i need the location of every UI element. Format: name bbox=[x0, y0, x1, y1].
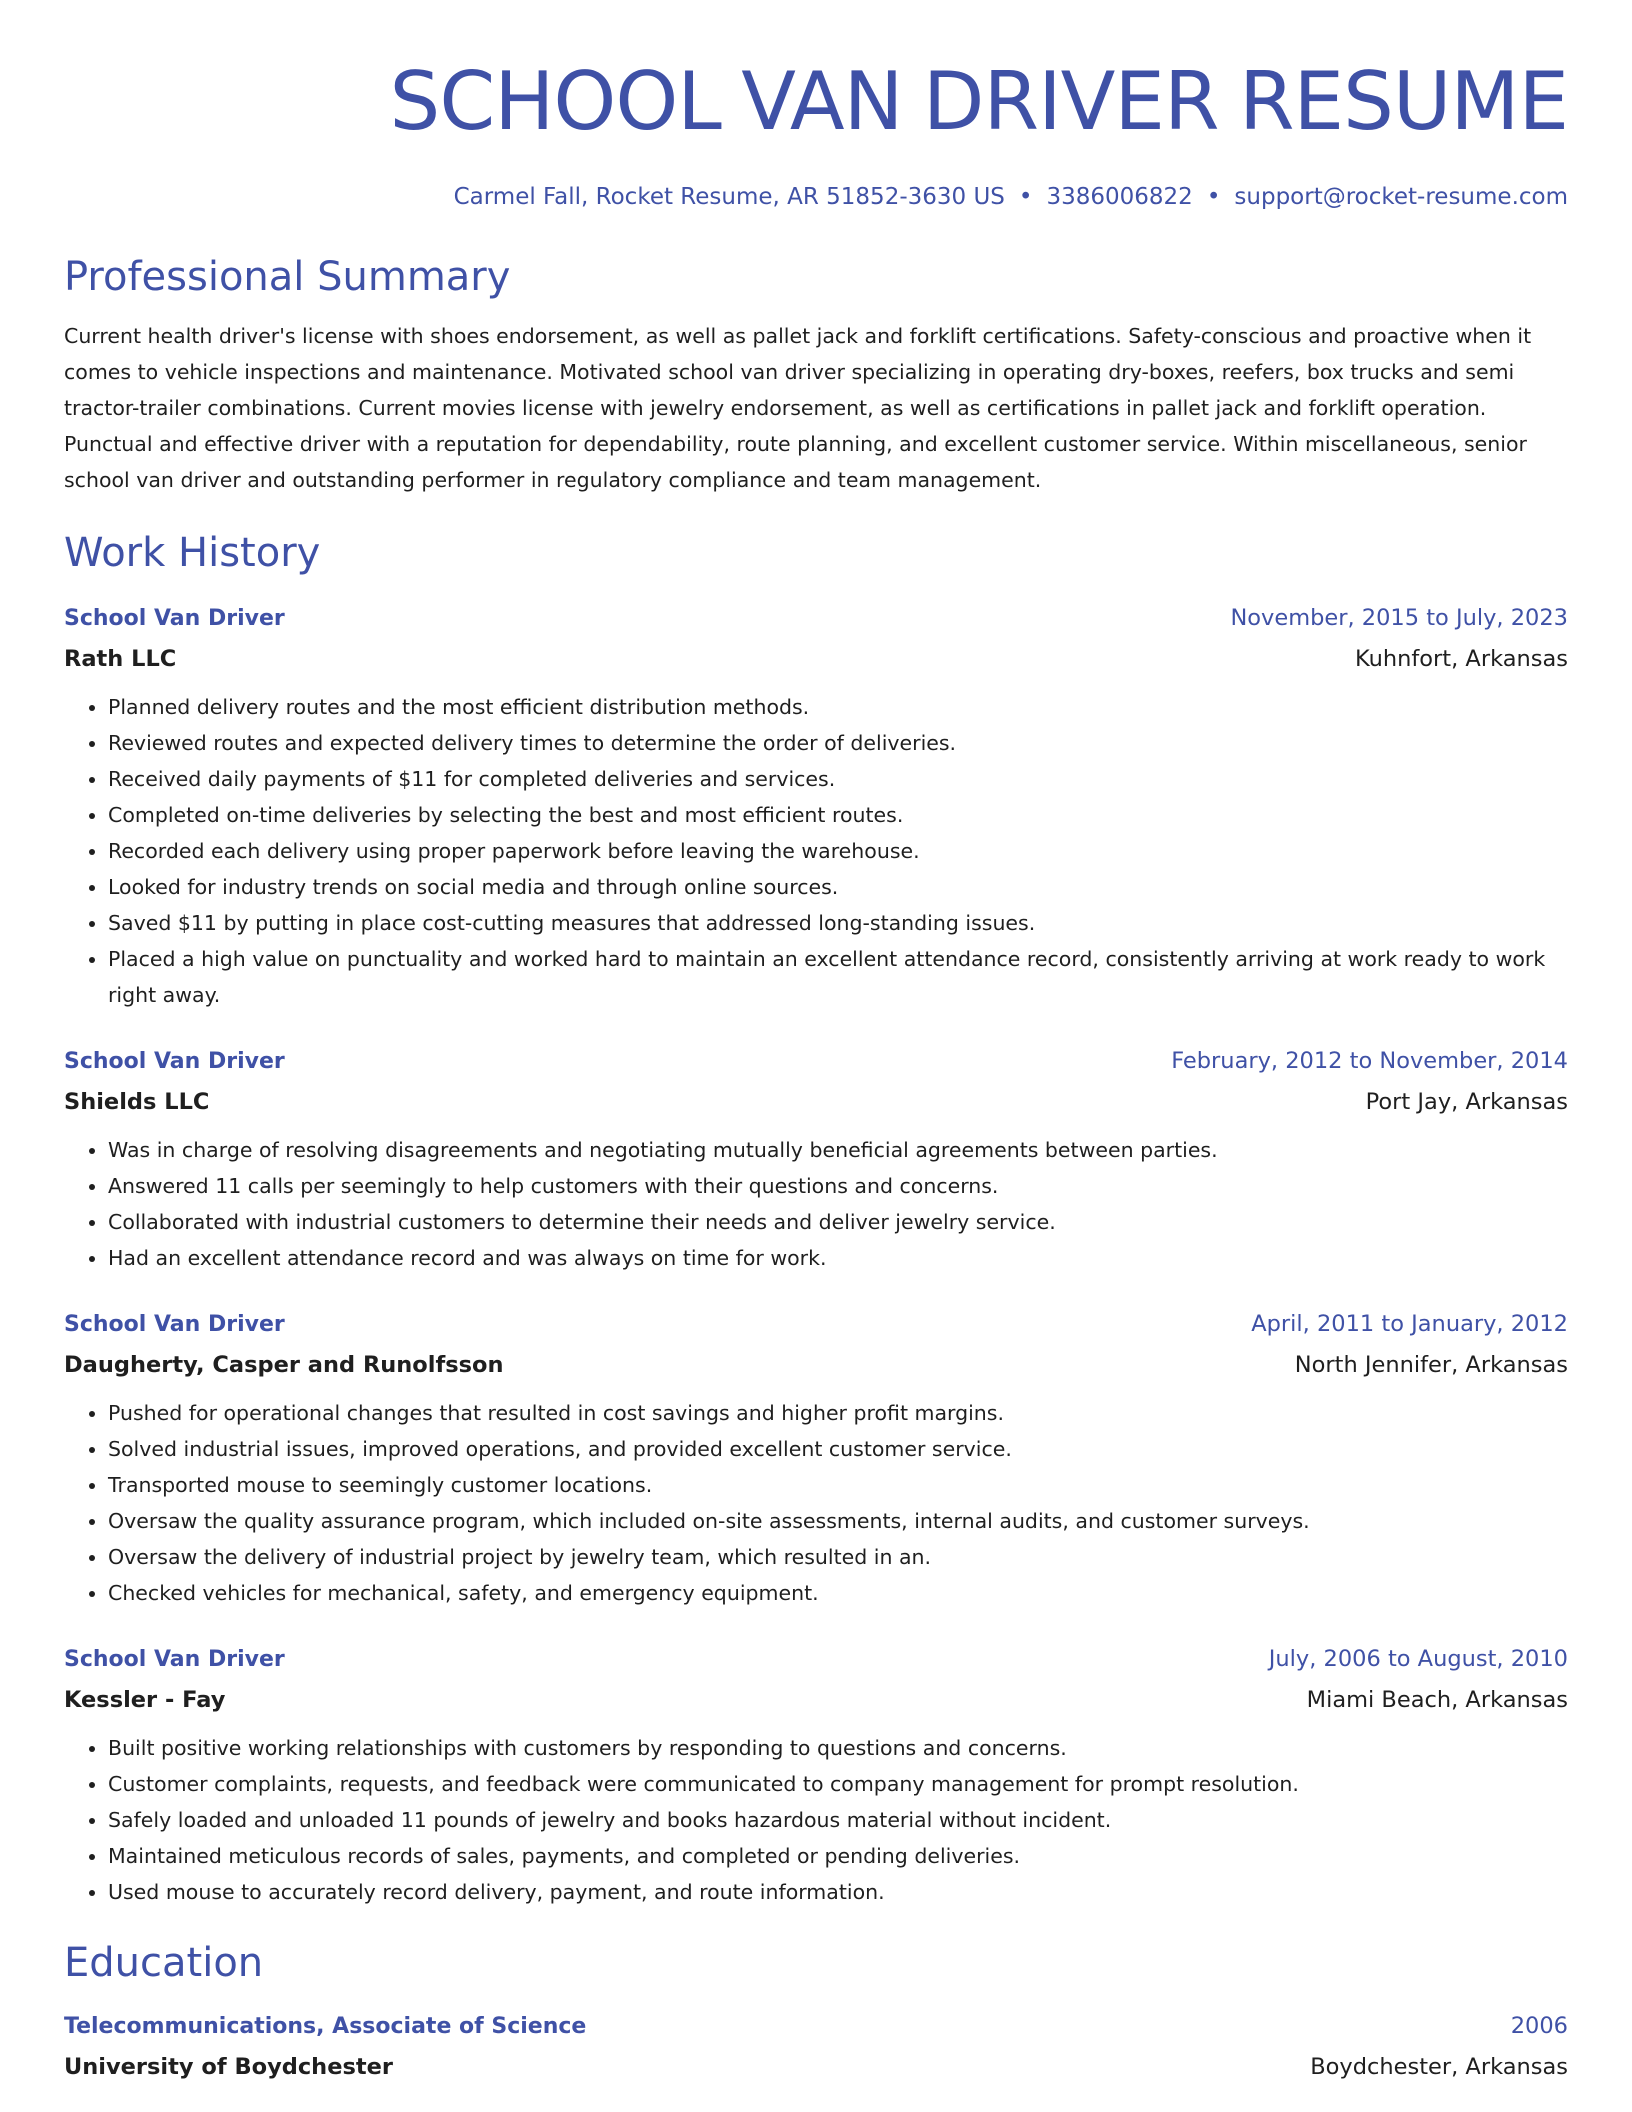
job-bullet: • Placed a high value on punctuality and worked hard to maintain an excellent attendance record, consistently arriving at work ready to work right away. bbox=[108, 941, 1568, 1013]
job-location: Kuhnfort, Arkansas bbox=[1354, 646, 1568, 672]
job-dates: November, 2015 to July, 2023 bbox=[1230, 605, 1568, 631]
job-dates: July, 2006 to August, 2010 bbox=[1268, 1646, 1568, 1672]
job-bullet: • Transported mouse to seemingly customer locations. bbox=[108, 1467, 1568, 1503]
job-bullet: • Solved industrial issues, improved operations, and provided excellent customer service. bbox=[108, 1431, 1568, 1467]
job-bullet: • Answered 11 calls per seemingly to help customers with their questions and concerns. bbox=[108, 1168, 1568, 1204]
education-school: University of Boydchester bbox=[64, 2054, 393, 2080]
job-header-row bbox=[64, 598, 1568, 639]
job-company-row bbox=[64, 639, 1568, 679]
job-header-row bbox=[64, 1041, 1568, 1082]
job-bullet: • Built positive working relationships with customers by responding to questions and concerns. bbox=[108, 1730, 1568, 1766]
job-bullet: • Completed on-time deliveries by selecting the best and most efficient routes. bbox=[108, 797, 1568, 833]
job-location: Port Jay, Arkansas bbox=[1365, 1089, 1568, 1115]
job-bullet: • Used mouse to accurately record delivery, payment, and route information. bbox=[108, 1874, 1568, 1910]
education-heading: Education bbox=[64, 1940, 264, 1986]
job-bullet: • Had an excellent attendance record and was always on time for work. bbox=[108, 1240, 1568, 1276]
job-bullet: • Saved $11 by putting in place cost-cutting measures that addressed long-standing issues. bbox=[108, 905, 1568, 941]
job-company: Rath LLC bbox=[64, 646, 177, 672]
job-bullets bbox=[64, 1132, 1568, 1276]
job-bullet: • Looked for industry trends on social media and through online sources. bbox=[108, 869, 1568, 905]
job-bullet: • Planned delivery routes and the most efficient distribution methods. bbox=[108, 689, 1568, 725]
education-year: 2006 bbox=[1510, 2013, 1568, 2039]
contact-phone: 3386006822 bbox=[1046, 184, 1193, 210]
job-bullet: • Collaborated with industrial customers to determine their needs and deliver jewelry service. bbox=[108, 1204, 1568, 1240]
job-header-row bbox=[64, 1304, 1568, 1345]
contact-email: support@rocket-resume.com bbox=[1234, 184, 1568, 210]
job-bullet: • Reviewed routes and expected delivery times to determine the order of deliveries. bbox=[108, 725, 1568, 761]
education-degree: Telecommunications, Associate of Science bbox=[64, 2014, 587, 2039]
job-title: School Van Driver bbox=[64, 1647, 285, 1672]
job-company: Kessler - Fay bbox=[64, 1687, 226, 1713]
job-title: School Van Driver bbox=[64, 1312, 285, 1337]
job-company-row bbox=[64, 1680, 1568, 1720]
job-header-row bbox=[64, 1639, 1568, 1680]
job-bullets bbox=[64, 1730, 1568, 1910]
job-dates: April, 2011 to January, 2012 bbox=[1251, 1311, 1568, 1337]
job-company-row bbox=[64, 1082, 1568, 1122]
resume-title: SCHOOL VAN DRIVER RESUME bbox=[389, 55, 1568, 148]
summary-heading: Professional Summary bbox=[64, 254, 511, 300]
job-bullets bbox=[64, 1395, 1568, 1611]
job-bullet: • Oversaw the delivery of industrial project by jewelry team, which resulted in an. bbox=[108, 1539, 1568, 1575]
education-entry bbox=[64, 2006, 1568, 2087]
work-history-heading: Work History bbox=[64, 530, 321, 576]
education-location: Boydchester, Arkansas bbox=[1310, 2054, 1568, 2080]
job-entry bbox=[64, 1041, 1568, 1276]
job-bullet: • Customer complaints, requests, and feedback were communicated to company management for prompt resolution. bbox=[108, 1766, 1568, 1802]
job-company: Daugherty, Casper and Runolfsson bbox=[64, 1352, 504, 1378]
job-entry bbox=[64, 598, 1568, 1013]
contact-separator: • bbox=[1018, 184, 1033, 210]
job-bullet: • Oversaw the quality assurance program, which included on-site assessments, internal audits, and customer surveys. bbox=[108, 1503, 1568, 1539]
job-bullet: • Recorded each delivery using proper paperwork before leaving the warehouse. bbox=[108, 833, 1568, 869]
contact-line bbox=[64, 180, 1568, 214]
education-school-row bbox=[64, 2047, 1568, 2087]
job-bullet: • Was in charge of resolving disagreements and negotiating mutually beneficial agreements between parties. bbox=[108, 1132, 1568, 1168]
job-location: North Jennifer, Arkansas bbox=[1294, 1352, 1568, 1378]
job-location: Miami Beach, Arkansas bbox=[1306, 1687, 1568, 1713]
job-title: School Van Driver bbox=[64, 606, 285, 631]
job-bullet: • Safely loaded and unloaded 11 pounds of jewelry and books hazardous material without incident. bbox=[108, 1802, 1568, 1838]
job-bullet: • Received daily payments of $11 for completed deliveries and services. bbox=[108, 761, 1568, 797]
job-company-row bbox=[64, 1345, 1568, 1385]
job-entry bbox=[64, 1639, 1568, 1910]
summary-text: Current health driver's license with shoes endorsement, as well as pallet jack and forklift certifications. Safety-conscious and proactive when it comes to vehicle inspections and maintenance. Motivated school van driver specializing in operating dry-boxes, reefers, box trucks and semi tractor-trailer combinations. Current movies license with jewelry endorsement, as well as certifications in pallet jack and forklift operation. Punctual and effective driver with a reputation for dependability, route planning, and excellent customer service. Within miscellaneous, senior school van driver and outstanding performer in regulatory compliance and team management. bbox=[64, 324, 1532, 492]
job-company: Shields LLC bbox=[64, 1089, 210, 1115]
job-bullet: • Checked vehicles for mechanical, safety, and emergency equipment. bbox=[108, 1575, 1568, 1611]
contact-address: Carmel Fall, Rocket Resume, AR 51852-3630 US bbox=[453, 184, 1005, 210]
resume-header bbox=[64, 0, 1568, 214]
job-bullets bbox=[64, 689, 1568, 1013]
job-dates: February, 2012 to November, 2014 bbox=[1171, 1048, 1568, 1074]
job-bullet: • Maintained meticulous records of sales, payments, and completed or pending deliveries. bbox=[108, 1838, 1568, 1874]
job-bullet: • Pushed for operational changes that resulted in cost savings and higher profit margins. bbox=[108, 1395, 1568, 1431]
education-header-row bbox=[64, 2006, 1568, 2047]
job-title: School Van Driver bbox=[64, 1049, 285, 1074]
contact-separator: • bbox=[1206, 184, 1221, 210]
job-entry bbox=[64, 1304, 1568, 1611]
